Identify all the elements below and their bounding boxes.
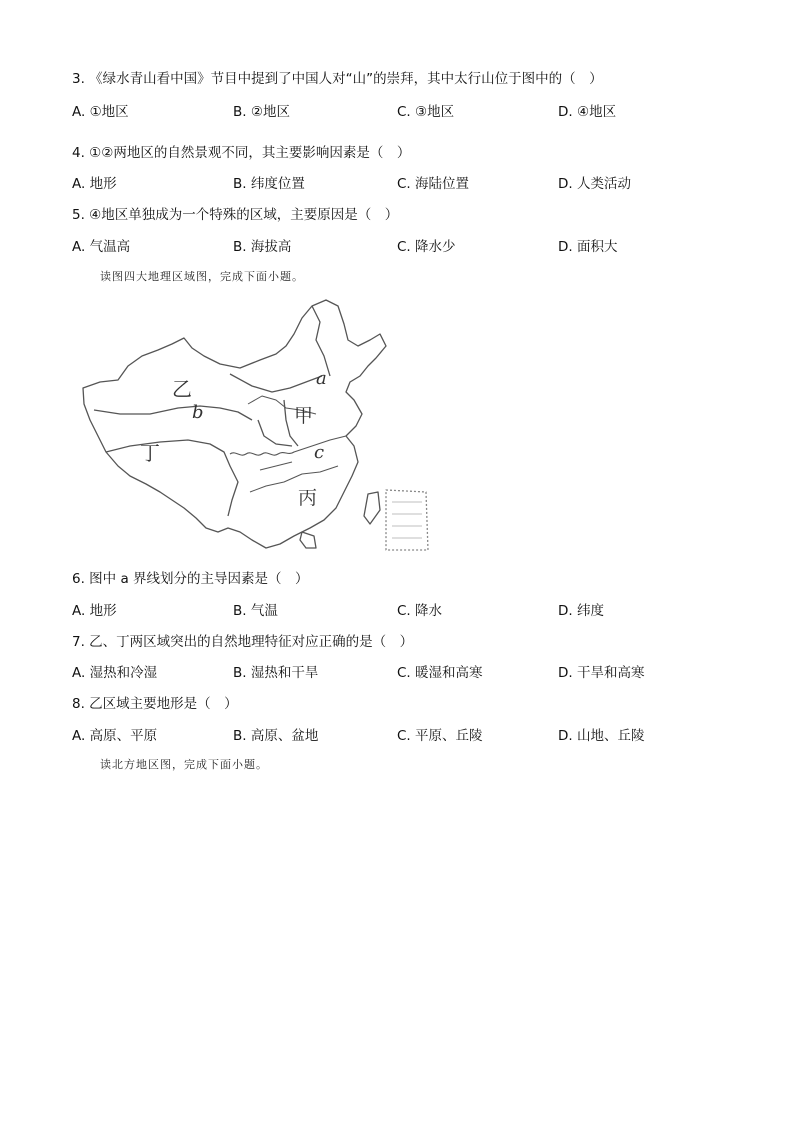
q3-option-d: D. ④地区 bbox=[558, 104, 617, 120]
q5-option-a: A. 气温高 bbox=[72, 239, 131, 255]
q7-option-a: A. 湿热和冷湿 bbox=[72, 665, 158, 681]
boundary-a bbox=[230, 374, 322, 392]
q7-option-d: D. 干旱和高寒 bbox=[558, 665, 645, 681]
q5-option-c: C. 降水少 bbox=[397, 239, 456, 255]
region-label-bing: 丙 bbox=[298, 487, 318, 509]
map-instruction-2: 读北方地区图，完成下面小题。 bbox=[100, 758, 268, 771]
q8-option-a: A. 高原、平原 bbox=[72, 728, 158, 744]
china-outline bbox=[83, 300, 386, 548]
china-regions-map bbox=[80, 296, 432, 554]
q3-option-a: A. ①地区 bbox=[72, 104, 129, 120]
question-7-stem: 7. 乙、丁两区域突出的自然地理特征对应正确的是（ ） bbox=[72, 634, 414, 650]
boundary-label-b: b bbox=[192, 402, 204, 423]
question-4-stem: 4. ①②两地区的自然景观不同，其主要影响因素是（ ） bbox=[72, 145, 411, 161]
q6-option-b: B. 气温 bbox=[233, 603, 278, 619]
q3-option-c: C. ③地区 bbox=[397, 104, 455, 120]
region-label-ding: 丁 bbox=[140, 441, 160, 465]
question-5-stem: 5. ④地区单独成为一个特殊的区域，主要原因是（ ） bbox=[72, 207, 399, 223]
boundary-label-a: a bbox=[316, 368, 327, 389]
q6-option-d: D. 纬度 bbox=[558, 603, 604, 619]
q4-option-d: D. 人类活动 bbox=[558, 176, 631, 192]
question-8-stem: 8. 乙区域主要地形是（ ） bbox=[72, 696, 238, 712]
region-label-yi: 乙 bbox=[172, 377, 192, 401]
q8-option-c: C. 平原、丘陵 bbox=[397, 728, 483, 744]
q4-option-a: A. 地形 bbox=[72, 176, 117, 192]
q7-option-b: B. 湿热和干旱 bbox=[233, 665, 319, 681]
q7-option-c: C. 暖湿和高寒 bbox=[397, 665, 483, 681]
q5-option-b: B. 海拔高 bbox=[233, 239, 292, 255]
region-label-jia: 甲 bbox=[294, 405, 314, 427]
q4-option-c: C. 海陆位置 bbox=[397, 176, 470, 192]
q6-option-a: A. 地形 bbox=[72, 603, 117, 619]
question-6-stem: 6. 图中 a 界线划分的主导因素是（ ） bbox=[72, 571, 309, 587]
q8-option-d: D. 山地、丘陵 bbox=[558, 728, 645, 744]
boundary-label-c: c bbox=[314, 442, 325, 463]
q4-option-b: B. 纬度位置 bbox=[233, 176, 305, 192]
q6-option-c: C. 降水 bbox=[397, 603, 443, 619]
q5-option-d: D. 面积大 bbox=[558, 239, 618, 255]
q3-option-b: B. ②地区 bbox=[233, 104, 290, 120]
boundary-b bbox=[94, 406, 252, 420]
boundary-qinghai-tibet bbox=[106, 440, 238, 516]
question-3-stem: 3. 《绿水青山看中国》节目中提到了中国人对“山”的崇拜，其中太行山位于图中的（ ） bbox=[72, 71, 603, 87]
q8-option-b: B. 高原、盆地 bbox=[233, 728, 319, 744]
map-instruction-1: 读图四大地理区域图，完成下面小题。 bbox=[100, 270, 304, 283]
